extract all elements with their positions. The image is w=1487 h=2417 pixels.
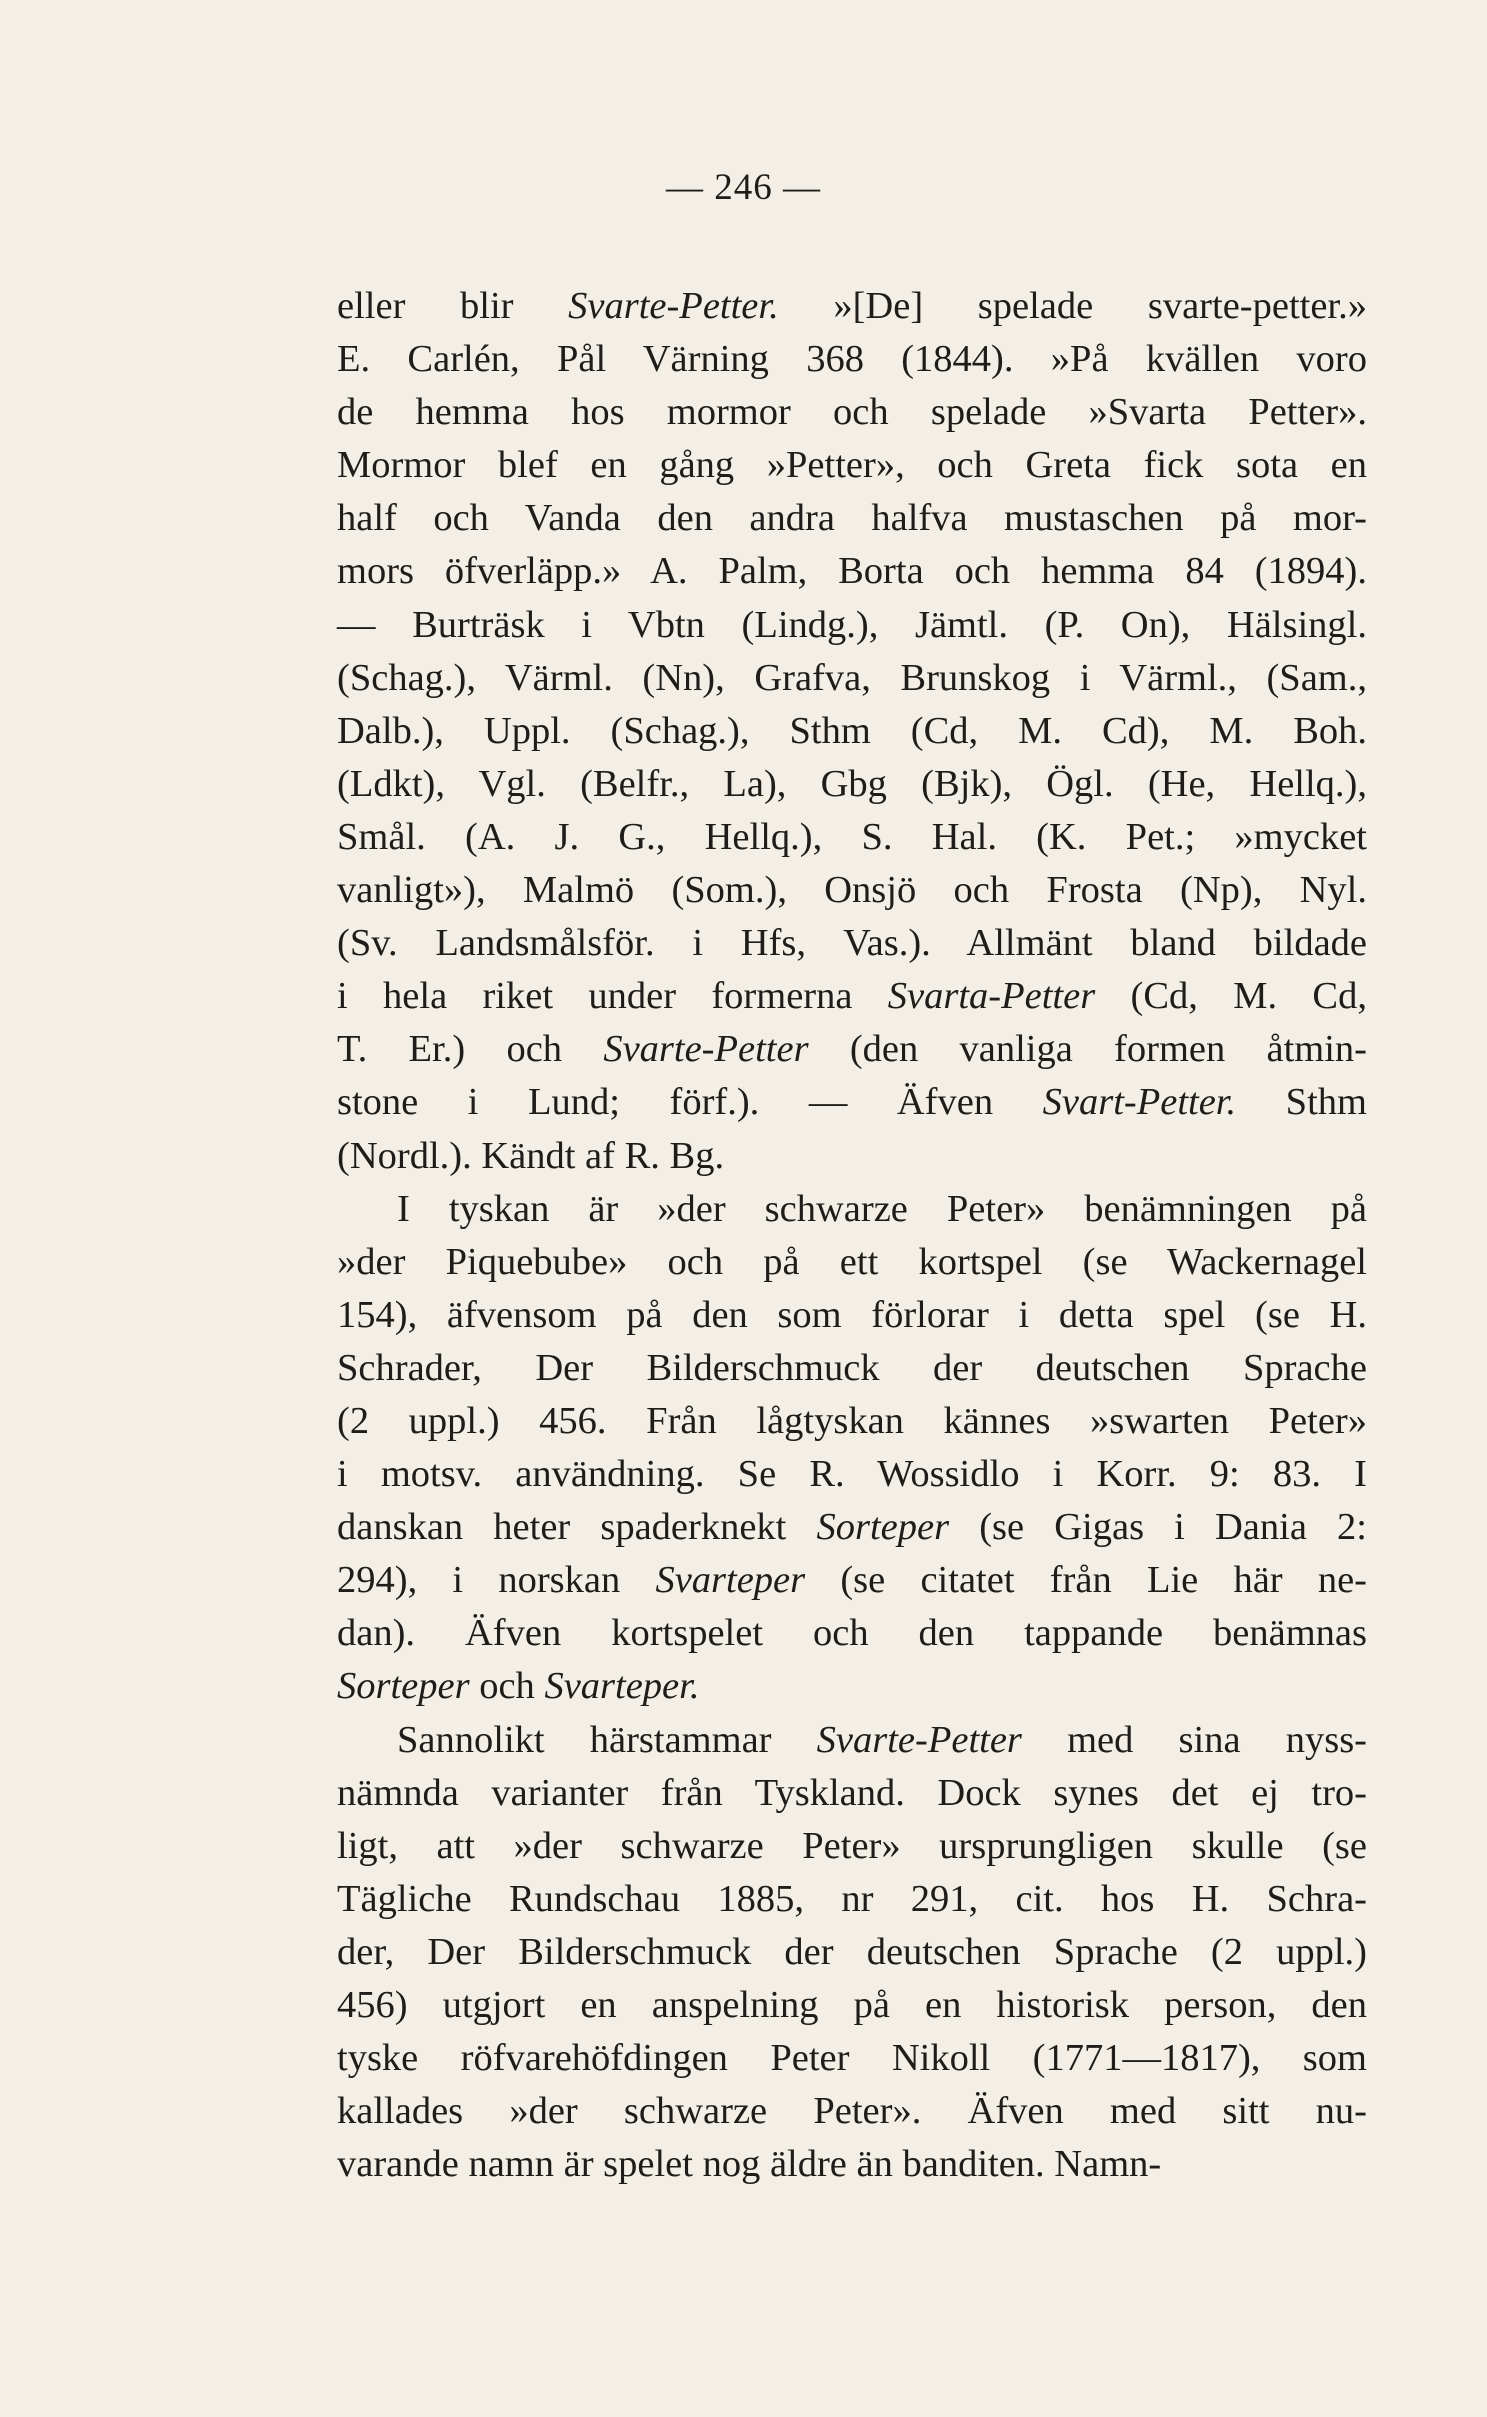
text-line — [337, 280, 1367, 333]
italic-term: Svarteper. — [544, 1665, 700, 1708]
text-segment: I tyskan är »der schwarze Peter» benämningen på — [397, 1187, 1367, 1230]
text-line — [337, 599, 1367, 652]
text-segment: tyske röfvarehöfdingen Peter Nikoll (1771—1817), som — [337, 2037, 1367, 2080]
text-line — [337, 1926, 1367, 1979]
italic-term: Sorteper — [337, 1665, 470, 1708]
text-line — [337, 1289, 1367, 1342]
text-segment: Mormor blef en gång »Petter», och Greta fick sota en — [337, 444, 1367, 487]
text-segment: der, Der Bilderschmuck der deutschen Sprache (2 uppl.) — [337, 1930, 1367, 1973]
text-line — [337, 439, 1367, 492]
text-segment: Tägliche Rundschau 1885, nr 291, cit. hos H. Schra- — [337, 1877, 1367, 1920]
text-line — [337, 492, 1367, 545]
text-line — [337, 811, 1367, 864]
text-segment: Smål. (A. J. G., Hellq.), S. Hal. (K. Pet.; »mycket — [337, 815, 1367, 858]
text-segment: (Sv. Landsmålsför. i Hfs, Vas.). Allmänt bland bildade — [337, 922, 1367, 965]
italic-term: Svarte-Petter — [603, 1028, 809, 1071]
text-segment: (se citatet från Lie här ne- — [805, 1559, 1367, 1602]
italic-term: Sorteper — [816, 1506, 950, 1549]
text-line — [337, 1236, 1367, 1289]
text-segment: i motsv. användning. Se R. Wossidlo i Korr. 9: 83. I — [337, 1453, 1367, 1496]
text-line — [337, 1607, 1367, 1660]
text-segment: 294), i norskan — [337, 1559, 656, 1602]
text-line — [337, 652, 1367, 705]
text-line — [337, 386, 1367, 439]
text-segment: dan). Äfven kortspelet och den tappande benämnas — [337, 1612, 1367, 1655]
text-line — [337, 970, 1367, 1023]
text-line — [337, 2138, 1367, 2191]
text-line — [337, 1767, 1367, 1820]
italic-term: Svarte-Petter — [816, 1718, 1022, 1761]
text-segment: »[De] spelade svarte-petter.» — [778, 285, 1367, 327]
text-segment: varande namn är spelet nog äldre än banditen. Namn- — [337, 2143, 1162, 2186]
text-line — [337, 1554, 1367, 1607]
text-segment: de hemma hos mormor och spelade »Svarta Petter». — [337, 391, 1367, 434]
body-text — [337, 280, 1367, 2191]
text-segment: Sthm — [1236, 1081, 1367, 1124]
text-line — [337, 1395, 1367, 1448]
text-segment: (Ldkt), Vgl. (Belfr., La), Gbg (Bjk), Ögl. (He, Hellq.), — [337, 762, 1367, 805]
text-segment: E. Carlén, Pål Värning 368 (1844). »På kvällen voro — [337, 338, 1367, 381]
text-line — [337, 1714, 1367, 1767]
text-line — [337, 1660, 1367, 1713]
text-segment: (den vanliga formen åtmin- — [808, 1028, 1367, 1071]
text-segment: danskan heter spaderknekt — [337, 1506, 817, 1549]
text-segment: 456) utgjort en anspelning på en historisk person, den — [337, 1984, 1367, 2026]
text-line — [337, 1448, 1367, 1501]
text-line — [337, 1183, 1367, 1236]
page-number: — 246 — — [666, 167, 821, 208]
text-segment: Sannolikt härstammar — [397, 1718, 817, 1761]
text-segment: vanligt»), Malmö (Som.), Onsjö och Frosta (Np), Nyl. — [337, 869, 1367, 912]
text-segment: stone i Lund; förf.). — Äfven — [337, 1081, 1043, 1124]
text-line — [337, 864, 1367, 917]
text-segment: eller blir — [337, 285, 569, 327]
text-line — [337, 1979, 1367, 2032]
italic-term: Svarteper — [655, 1559, 806, 1602]
text-line — [337, 1820, 1367, 1873]
text-segment: mors öfverläpp.» A. Palm, Borta och hemma 84 (1894). — [337, 550, 1367, 593]
text-line — [337, 2032, 1367, 2085]
text-segment: 154), äfvensom på den som förlorar i detta spel (se H. — [337, 1293, 1367, 1336]
text-line — [337, 1873, 1367, 1926]
text-line — [337, 1130, 1367, 1183]
text-line — [337, 1023, 1367, 1076]
italic-term: Svarta-Petter — [887, 975, 1096, 1018]
text-segment: (se Gigas i Dania 2: — [949, 1506, 1367, 1549]
text-segment: och — [469, 1665, 545, 1708]
text-segment: — Burträsk i Vbtn (Lindg.), Jämtl. (P. On), Hälsingl. — [337, 603, 1367, 646]
text-line — [337, 1342, 1367, 1395]
text-segment: »der Piquebube» och på ett kortspel (se Wackernagel — [337, 1240, 1367, 1283]
text-segment: (2 uppl.) 456. Från lågtyskan kännes »swarten Peter» — [337, 1399, 1367, 1442]
text-segment: (Nordl.). Kändt af R. Bg. — [337, 1134, 725, 1177]
text-line — [337, 758, 1367, 811]
italic-term: Svarte-Petter. — [568, 285, 779, 327]
text-line — [337, 917, 1367, 970]
text-segment: Schrader, Der Bilderschmuck der deutschen Sprache — [337, 1346, 1367, 1389]
text-line — [337, 333, 1367, 386]
text-line — [337, 2085, 1367, 2138]
italic-term: Svart-Petter. — [1042, 1081, 1237, 1124]
text-line — [337, 1076, 1367, 1129]
text-segment: T. Er.) och — [337, 1028, 604, 1071]
text-segment: (Schag.), Värml. (Nn), Grafva, Brunskog i Värml., (Sam., — [337, 656, 1367, 699]
text-segment: kallades »der schwarze Peter». Äfven med sitt nu- — [337, 2090, 1367, 2133]
text-segment: i hela riket under formerna — [337, 975, 888, 1018]
text-segment: nämnda varianter från Tyskland. Dock synes det ej tro- — [337, 1771, 1367, 1814]
text-segment: (Cd, M. Cd, — [1095, 975, 1367, 1018]
text-line — [337, 705, 1367, 758]
text-line — [337, 545, 1367, 598]
text-segment: half och Vanda den andra halfva mustaschen på mor- — [337, 497, 1367, 540]
text-line — [337, 1501, 1367, 1554]
text-segment: Dalb.), Uppl. (Schag.), Sthm (Cd, M. Cd), M. Boh. — [337, 709, 1367, 752]
text-segment: med sina nyss- — [1021, 1718, 1367, 1761]
text-segment: ligt, att »der schwarze Peter» ursprungligen skulle (se — [337, 1824, 1367, 1867]
